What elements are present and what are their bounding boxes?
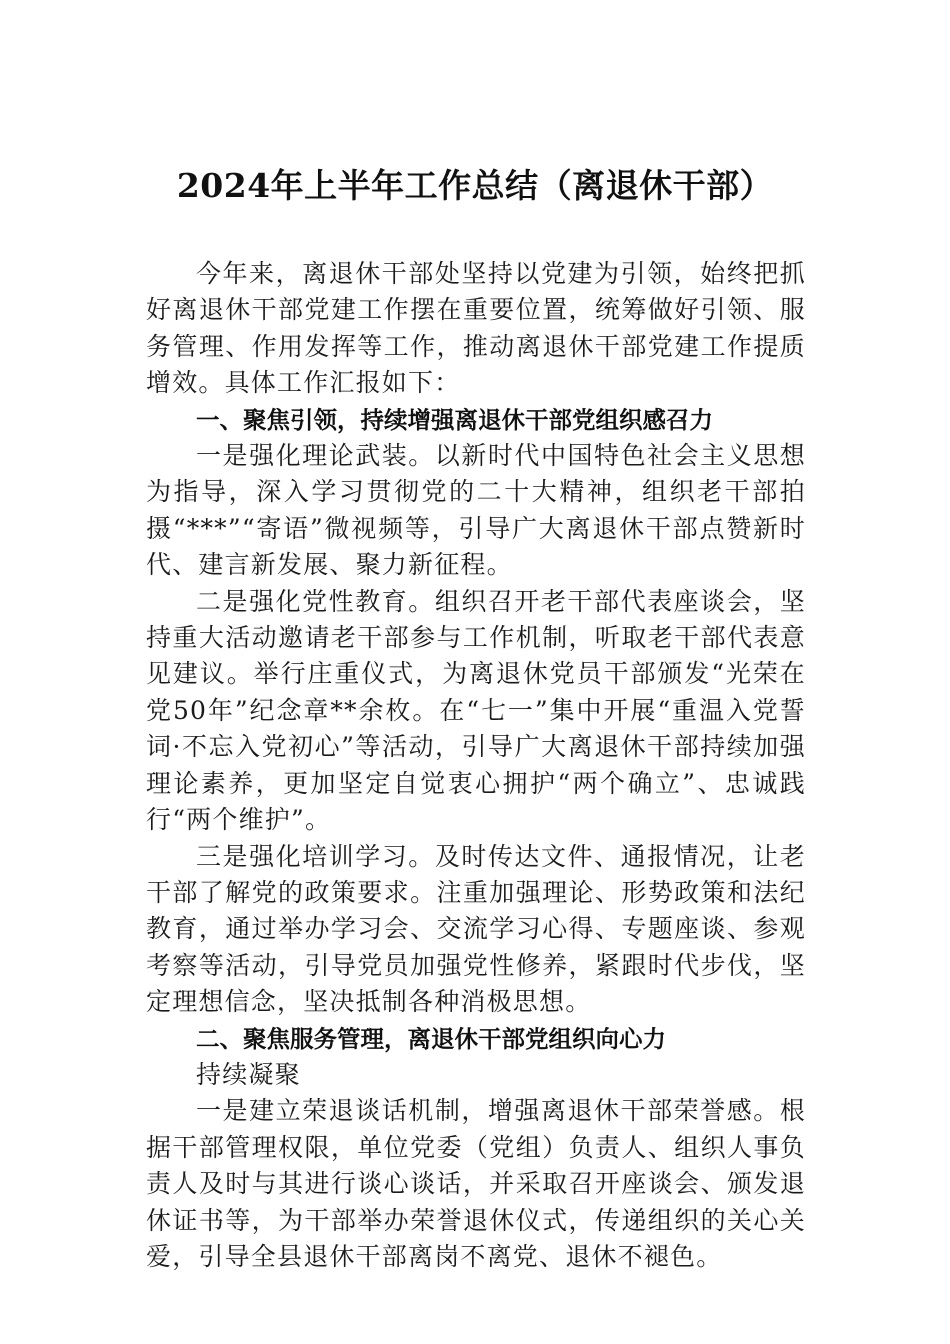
section-1-heading: 一、聚焦引领，持续增强离退休干部党组织感召力: [196, 405, 713, 434]
section-2-heading-continuation: 持续凝聚: [196, 1059, 301, 1089]
section-2-paragraph-1: 一是建立荣退谈话机制，增强离退休干部荣誉感。根据干部管理权限，单位党委（党组）负责人、组织人事负责人及时与其进行谈心谈话，并采取召开座谈会、颁发退休证书等，为干部举办荣誉退休仪式，传递组织的关心关爱，引导全县退休干部离岗不离党、退休不褪色。: [146, 1096, 806, 1271]
document-title: 2024年上半年工作总结（离退休干部）: [176, 166, 774, 205]
section-1-paragraph-1: 一是强化理论武装。以新时代中国特色社会主义思想为指导，深入学习贯彻党的二十大精神，组织老干部拍摄“***”“寄语”微视频等，引导广大离退休干部点赞新时代、建言新发展、聚力新征程。: [146, 441, 806, 580]
intro-paragraph: 今年来，离退休干部处坚持以党建为引领，始终把抓好离退休干部党建工作摆在重要位置，统筹做好引领、服务管理、作用发挥等工作，推动离退休干部党建工作提质增效。具体工作汇报如下：: [146, 259, 806, 398]
section-1-paragraph-2: 二是强化党性教育。组织召开老干部代表座谈会，坚持重大活动邀请老干部参与工作机制，听取老干部代表意见建议。举行庄重仪式，为离退休党员干部颁发“光荣在党50年”纪念章**余枚。在“七一”集中开展“重温入党誓词·不忘入党初心”等活动，引导广大离退休干部持续加强理论素养，更加坚定自觉衷心拥护“两个确立”、忠诚践行“两个维护”。: [146, 586, 806, 835]
document-body: [146, 256, 806, 1275]
section-2-heading: 二、聚焦服务管理，离退休干部党组织向心力: [196, 1024, 666, 1053]
section-1-paragraph-3: 三是强化培训学习。及时传达文件、通报情况，让老干部了解党的政策要求。注重加强理论、形势政策和法纪教育，通过举办学习会、交流学习心得、专题座谈、参观考察等活动，引导党员加强党性修养，紧跟时代步伐，坚定理想信念，坚决抵制各种消极思想。: [146, 841, 806, 1017]
